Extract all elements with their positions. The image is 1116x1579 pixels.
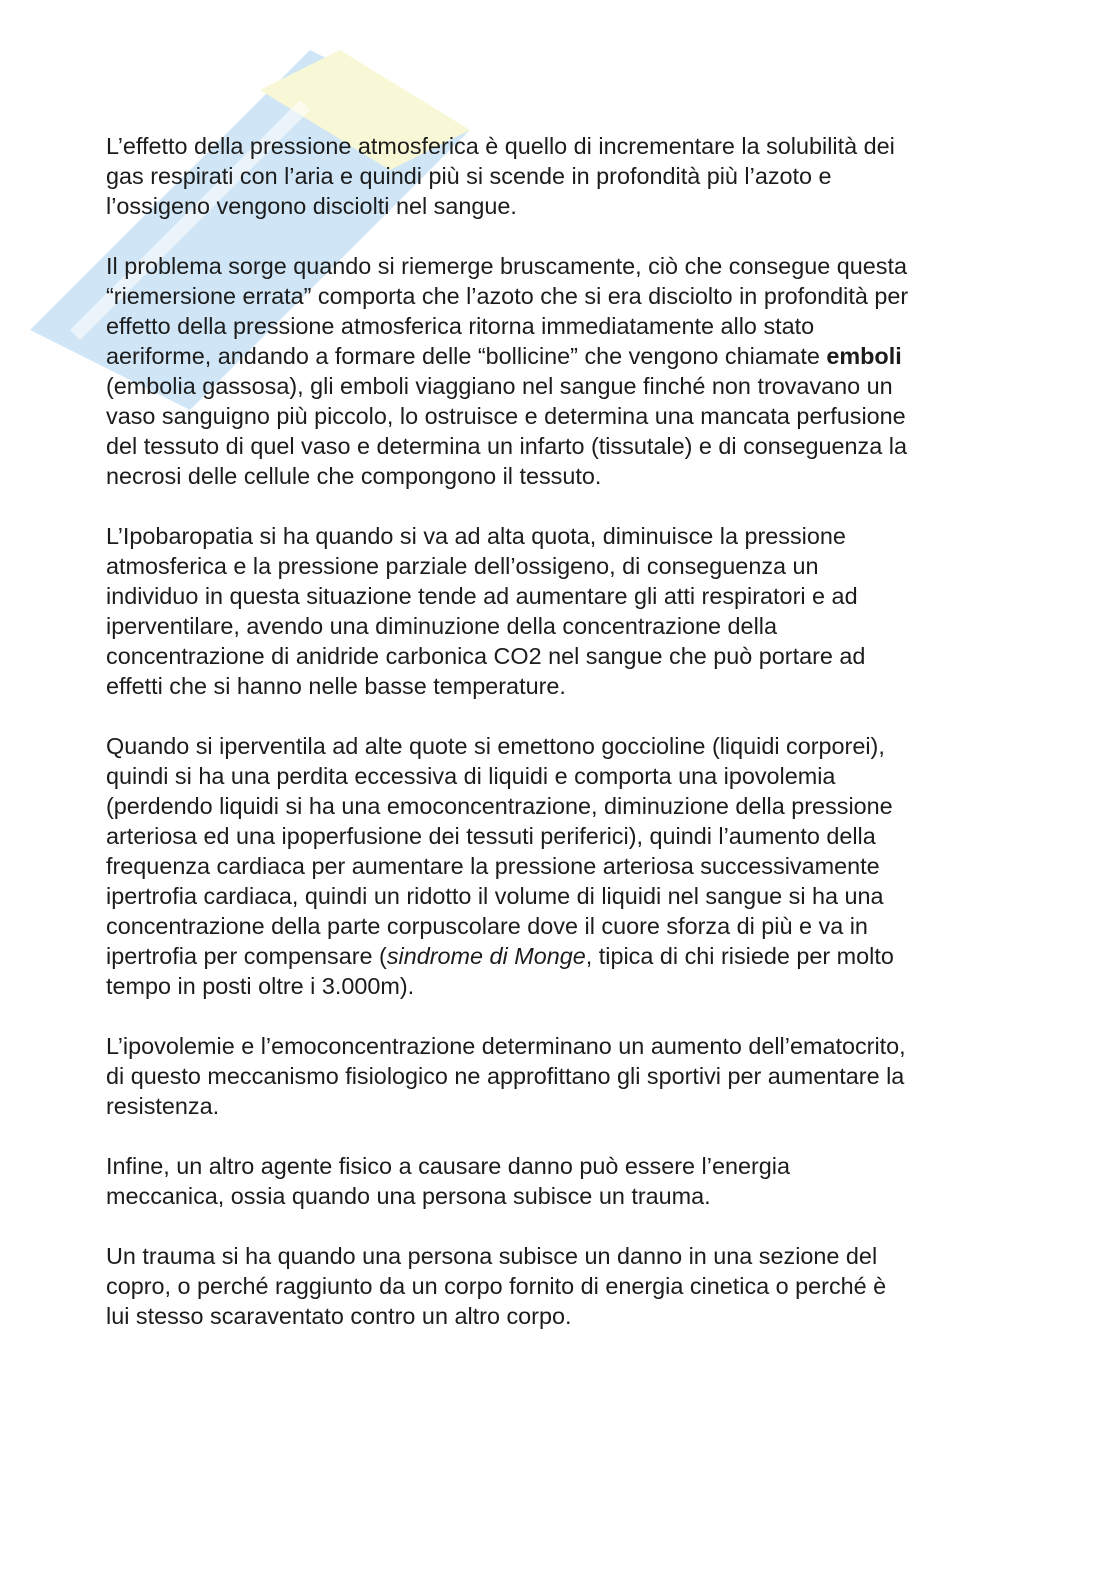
paragraph-energia-meccanica: [106, 1151, 1016, 1211]
text-line: ipertrofia cardiaca, quindi un ridotto il volume di liquidi nel sangue si ha una: [106, 883, 884, 909]
paragraph-pressure-solubility: [106, 131, 1016, 221]
text-run: ipertrofia per compensare (: [106, 943, 387, 969]
text-line: resistenza.: [106, 1093, 220, 1119]
text-line: l’ossigeno vengono disciolti nel sangue.: [106, 193, 517, 219]
text-line: arteriosa ed una ipoperfusione dei tessuti periferici), quindi l’aumento della: [106, 823, 876, 849]
text-line: effetto della pressione atmosferica ritorna immediatamente allo stato: [106, 313, 815, 339]
text-line: (embolia gassosa), gli emboli viaggiano nel sangue finché non trovavano un: [106, 373, 893, 399]
text-line: del tessuto di quel vaso e determina un infarto (tissutale) e di conseguenza la: [106, 433, 907, 459]
italic-term-sindrome-di-monge: sindrome di Monge: [386, 943, 586, 969]
text-line: vaso sanguigno più piccolo, lo ostruisce e determina una mancata perfusione: [106, 403, 906, 429]
text-line: [106, 941, 1016, 971]
text-line: L’ipovolemie e l’emoconcentrazione determinano un aumento dell’ematocrito,: [106, 1033, 906, 1059]
text-line: Quando si iperventila ad alte quote si emettono goccioline (liquidi corporei),: [106, 733, 885, 759]
text-line: concentrazione di anidride carbonica CO2 nel sangue che può portare ad: [106, 643, 866, 669]
text-line: L’Ipobaropatia si ha quando si va ad alta quota, diminuisce la pressione: [106, 523, 846, 549]
paragraph-trauma: [106, 1241, 1016, 1331]
document-body: [106, 131, 1016, 1361]
text-line: frequenza cardiaca per aumentare la pressione arteriosa successivamente: [106, 853, 880, 879]
text-line: Infine, un altro agente fisico a causare danno può essere l’energia: [106, 1153, 790, 1179]
paragraph-iperventilazione: [106, 731, 1016, 1001]
text-line: di questo meccanismo fisiologico ne approfittano gli sportivi per aumentare la: [106, 1063, 905, 1089]
paragraph-ematocrito: [106, 1031, 1016, 1121]
text-line: iperventilare, avendo una diminuzione della concentrazione della: [106, 613, 777, 639]
text-line: Il problema sorge quando si riemerge bruscamente, ciò che consegue questa: [106, 253, 907, 279]
text-line: individuo in questa situazione tende ad aumentare gli atti respiratori e ad: [106, 583, 858, 609]
text-line: [106, 341, 1016, 371]
text-line: “riemersione errata” comporta che l’azoto che si era disciolto in profondità per: [106, 283, 909, 309]
paragraph-emboli: [106, 251, 1016, 491]
text-line: necrosi delle cellule che compongono il tessuto.: [106, 463, 602, 489]
text-line: concentrazione della parte corpuscolare dove il cuore sforza di più e va in: [106, 913, 868, 939]
text-line: (perdendo liquidi si ha una emoconcentrazione, diminuzione della pressione: [106, 793, 893, 819]
text-line: Un trauma si ha quando una persona subisce un danno in una sezione del: [106, 1243, 878, 1269]
paragraph-ipobaropatia: [106, 521, 1016, 701]
bold-term-emboli: emboli: [826, 343, 902, 369]
text-run: aeriforme, andando a formare delle “bollicine” che vengono chiamate: [106, 343, 827, 369]
text-line: effetti che si hanno nelle basse temperature.: [106, 673, 566, 699]
text-run: , tipica di chi risiede per molto: [585, 943, 894, 969]
text-line: copro, o perché raggiunto da un corpo fornito di energia cinetica o perché è: [106, 1273, 887, 1299]
text-line: tempo in posti oltre i 3.000m).: [106, 973, 415, 999]
text-line: lui stesso scaraventato contro un altro corpo.: [106, 1303, 572, 1329]
text-line: L’effetto della pressione atmosferica è quello di incrementare la solubilità dei: [106, 133, 895, 159]
text-line: quindi si ha una perdita eccessiva di liquidi e comporta una ipovolemia: [106, 763, 836, 789]
text-line: meccanica, ossia quando una persona subisce un trauma.: [106, 1183, 711, 1209]
text-line: gas respirati con l’aria e quindi più si scende in profondità più l’azoto e: [106, 163, 832, 189]
text-line: atmosferica e la pressione parziale dell’ossigeno, di conseguenza un: [106, 553, 819, 579]
